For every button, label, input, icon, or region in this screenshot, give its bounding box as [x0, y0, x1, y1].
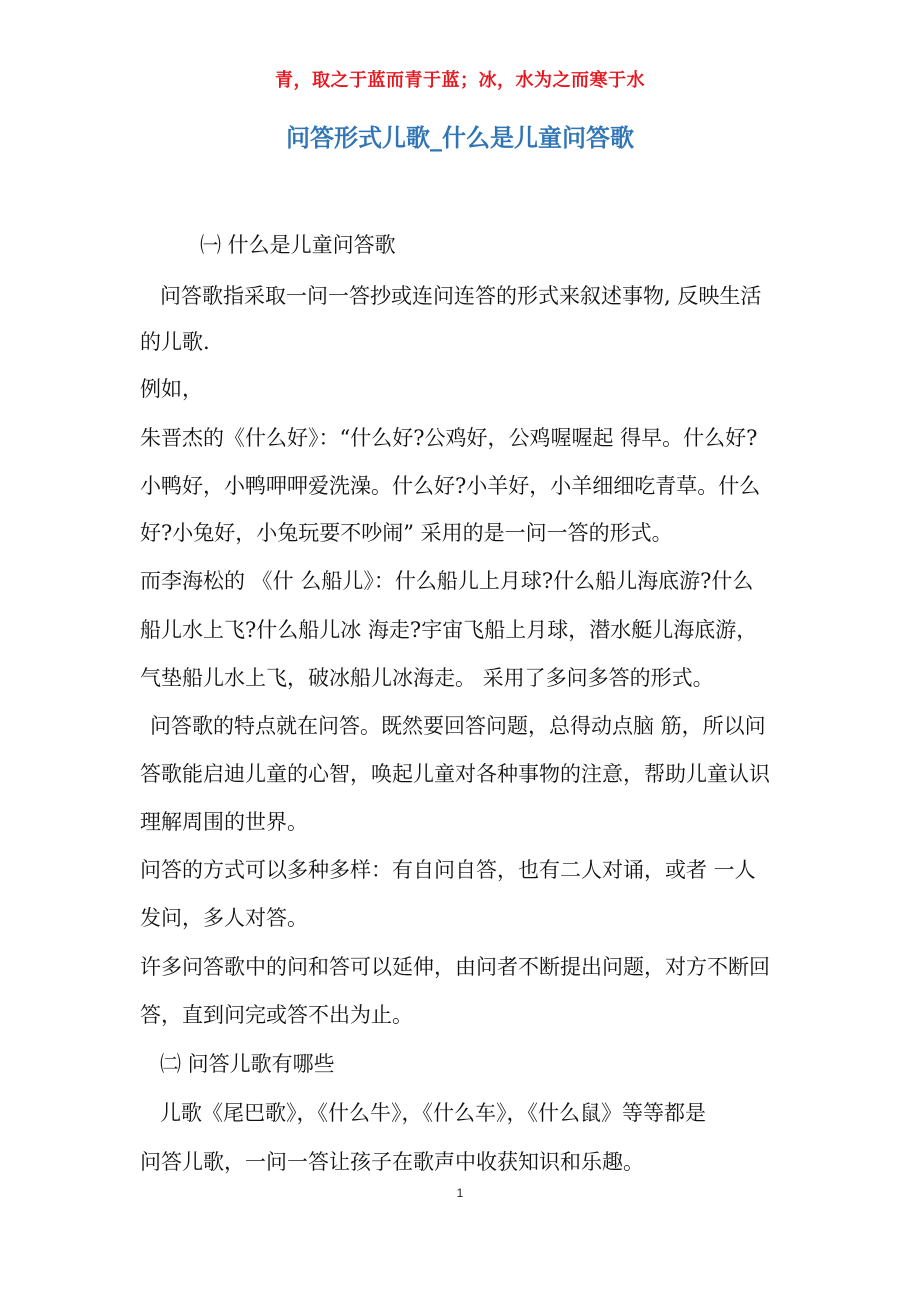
paragraph-line: 理解周围的世界。	[140, 810, 308, 834]
paragraph-line: 而李海松的 《什 么船儿》：什么船儿上月球?什么船儿海底游?什么	[140, 569, 754, 593]
header-motto: 青，取之于蓝而青于蓝；冰，水为之而寒于水	[275, 70, 645, 91]
paragraph-line: 例如，	[140, 377, 203, 401]
paragraph-line: 答，直到问完或答不出为止。	[140, 1003, 413, 1027]
section-heading: ㈡ 问答儿歌有哪些	[160, 1052, 335, 1076]
paragraph-line: 问答的方式可以多种多样：有自问自答，也有二人对诵，或者 一人	[140, 858, 756, 882]
paragraph-line: 好?小兔好，小兔玩要不吵闹” 采用的是一问一答的形式。	[140, 521, 673, 545]
paragraph-line: 发问，多人对答。	[140, 906, 308, 930]
paragraph-line: 问答歌的特点就在问答。既然要回答问题，总得动点脑 筋，所以问	[150, 714, 766, 738]
section-heading: ㈠ 什么是儿童问答歌	[200, 233, 396, 257]
paragraph-line: 问答儿歌，一问一答让孩子在歌声中收获知识和乐趣。	[140, 1150, 644, 1174]
paragraph-line: 船儿水上飞?什么船儿冰 海走?宇宙飞船上月球，潜水艇儿海底游，	[140, 618, 758, 642]
paragraph-line: 问答歌指采取一问一答抄或连问连答的形式来叙述事物, 反映生活	[160, 284, 762, 308]
paragraph-line: 朱晋杰的《什么好》：“什么好?公鸡好，公鸡喔喔起 得早。什么好?	[140, 426, 758, 450]
paragraph-line: 的儿歌.	[140, 330, 210, 354]
document-title: 问答形式儿歌_什么是儿童问答歌	[286, 124, 634, 152]
page-number: 1	[456, 1186, 464, 1200]
paragraph-line: 气垫船儿水上飞，破冰船儿冰海走。 采用了多问多答的形式。	[140, 666, 714, 690]
paragraph-line: 答歌能启迪儿童的心智，唤起儿童对各种事物的注意，帮助儿童认识	[140, 762, 770, 786]
paragraph-line: 小鸭好，小鸭呷呷爱洗澡。什么好?小羊好，小羊细细吃青草。什么	[140, 474, 761, 498]
paragraph-line: 儿歌《尾巴歌》，《什么牛》，《什么车》，《什么鼠》等等都是	[160, 1101, 706, 1125]
paragraph-line: 许多问答歌中的问和答可以延伸，由问者不断提出问题，对方不断回	[140, 955, 770, 979]
